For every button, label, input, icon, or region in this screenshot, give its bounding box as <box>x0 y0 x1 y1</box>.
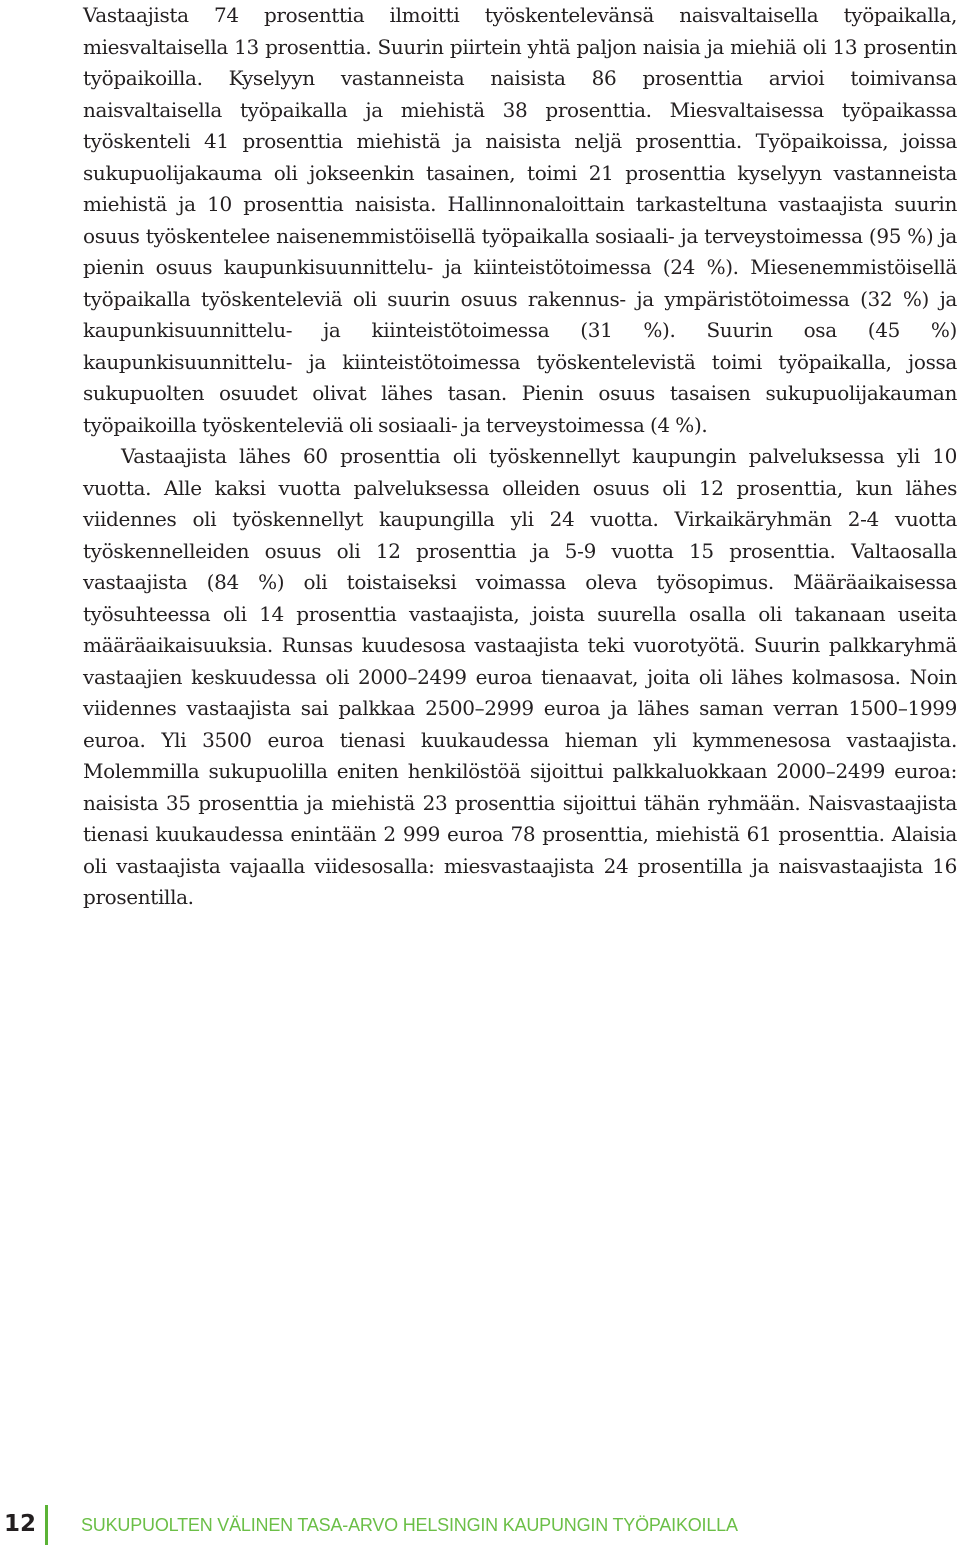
body-text <box>83 0 957 914</box>
running-title: SUKUPUOLTEN VÄLINEN TASA-ARVO HELSINGIN KAUPUNGIN TYÖPAIKOILLA <box>81 1515 738 1535</box>
footer-divider <box>45 1505 48 1545</box>
page-number: 12 <box>4 1511 37 1537</box>
paragraph-workplace-gender-distribution: Vastaajista 74 prosenttia ilmoitti työskentelevänsä naisvaltaisella työpaikalla, miesvaltaisella 13 prosenttia. Suurin piirtein yhtä paljon naisia ja miehiä oli 13 prosentin työpaikoilla. Kyselyyn vastanneista naisista 86 prosenttia arvioi toimivansa naisvaltaisella työpaikalla ja miehistä 38 prosenttia. Miesvaltaisessa työpaikassa työskenteli 41 prosenttia miehistä ja naisista neljä prosenttia. Työpaikoissa, joissa sukupuolijakauma oli jokseenkin tasainen, toimi 21 prosenttia kyselyyn vastanneista miehistä ja 10 prosenttia naisista. Hallinnonaloittain tarkasteltuna vastaajista suurin osuus työskentelee naisenemmistöisellä työpaikalla sosiaali- ja terveystoimessa (95 %) ja pienin osuus kaupunkisuunnittelu- ja kiinteistötoimessa (24 %). Miesenemmistöisellä työpaikalla työskenteleviä oli suurin osuus rakennus- ja ympäristötoimessa (32 %) ja kaupunkisuunnittelu- ja kiinteistötoimessa (31 %). Suurin osa (45 %) kaupunkisuunnittelu- ja kiinteistötoimessa työskentelevistä toimi työpaikalla, jossa sukupuolten osuudet olivat lähes tasan. Pienin osuus tasaisen sukupuolijakauman työpaikoilla työskenteleviä oli sosiaali- ja terveystoimessa (4 %). <box>83 3 957 437</box>
page-footer <box>0 1505 960 1545</box>
paragraph-tenure-and-salary: Vastaajista lähes 60 prosenttia oli työskennellyt kaupungin palveluksessa yli 10 vuotta. Alle kaksi vuotta palveluksessa olleiden osuus oli 12 prosenttia, kun lähes viidennes oli työskennellyt kaupungilla yli 24 vuotta. Virkaikäryhmän 2-4 vuotta työskennelleiden osuus oli 12 prosenttia ja 5-9 vuotta 15 prosenttia. Valtaosalla vastaajista (84 %) oli toistaiseksi voimassa oleva työsopimus. Määräaikaisessa työsuhteessa oli 14 prosenttia vastaajista, joista suurella osalla oli takanaan useita määräaikaisuuksia. Runsas kuudesosa vastaajista teki vuorotyötä. Suurin palkkaryhmä vastaajien keskuudessa oli 2000–2499 euroa tienaavat, joita oli lähes kolmasosa. Noin viidennes vastaajista sai palkkaa 2500–2999 euroa ja lähes saman verran 1500–1999 euroa. Yli 3500 euroa tienasi kuukaudessa hieman yli kymmenesosa vastaajista. Molemmilla sukupuolilla eniten henkilöstöä sijoittui palkkaluokkaan 2000–2499 euroa: naisista 35 prosenttia ja miehistä 23 prosenttia sijoittui tähän ryhmään. Naisvastaajista tienasi kuukaudessa enintään 2 999 euroa 78 prosenttia, miehistä 61 prosenttia. Alaisia oli vastaajista vajaalla viidesosalla: miesvastaajista 24 prosentilla ja naisvastaajista 16 prosentilla. <box>83 444 957 909</box>
